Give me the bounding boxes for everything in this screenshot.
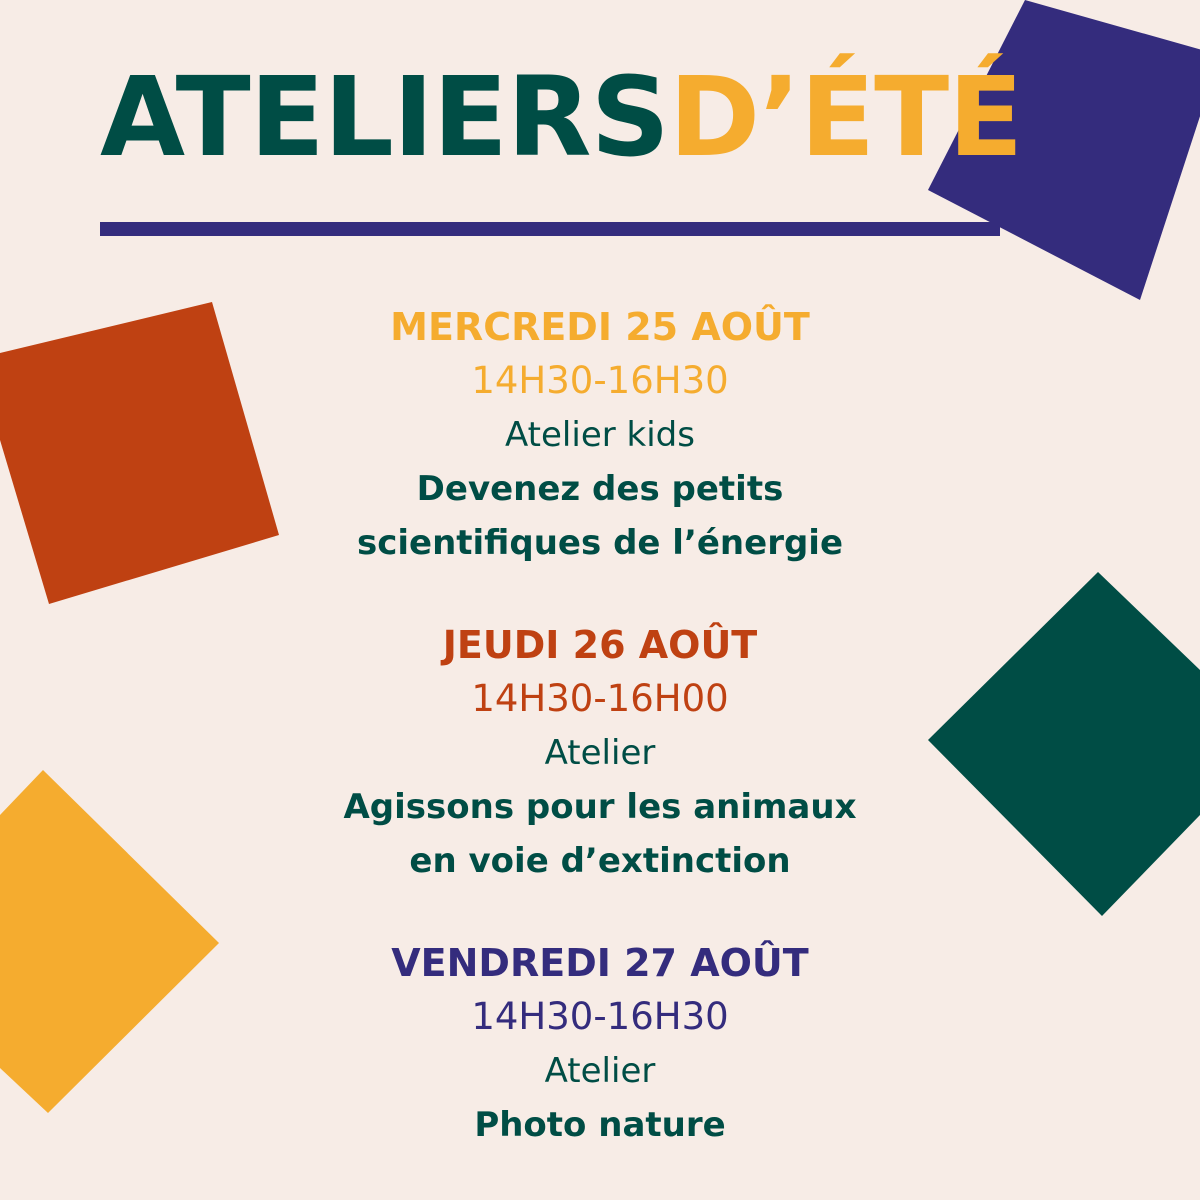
event-type: Atelier	[544, 1051, 656, 1091]
title-underline	[100, 222, 1000, 236]
event-date: MERCREDI 25 AOÛT	[390, 305, 810, 349]
yellow-diamond	[0, 770, 219, 1113]
title-part-ateliers: ATELIERS	[100, 53, 669, 181]
page-title	[100, 53, 1023, 181]
event-title-line-1: Devenez des petits	[416, 469, 784, 509]
event-title-line-2: en voie d’extinction	[409, 841, 791, 881]
event-type: Atelier kids	[505, 415, 695, 455]
orange-square	[0, 302, 279, 604]
event-friday	[300, 936, 900, 1152]
event-time: 14H30-16H30	[471, 359, 729, 402]
event-title-line-1: Photo nature	[474, 1105, 726, 1145]
event-title-line-1: Agissons pour les animaux	[343, 787, 857, 827]
event-title-line-2: scientifiques de l’énergie	[356, 523, 844, 563]
event-date: JEUDI 26 AOÛT	[442, 623, 758, 667]
event-date: VENDREDI 27 AOÛT	[391, 941, 809, 985]
event-thursday	[300, 618, 900, 888]
event-time: 14H30-16H30	[471, 995, 729, 1038]
event-time: 14H30-16H00	[471, 677, 729, 720]
event-type: Atelier	[544, 733, 656, 773]
green-diamond	[928, 572, 1200, 916]
event-wednesday	[300, 300, 900, 570]
title-part-ete: D’ÉTÉ	[668, 53, 1023, 181]
